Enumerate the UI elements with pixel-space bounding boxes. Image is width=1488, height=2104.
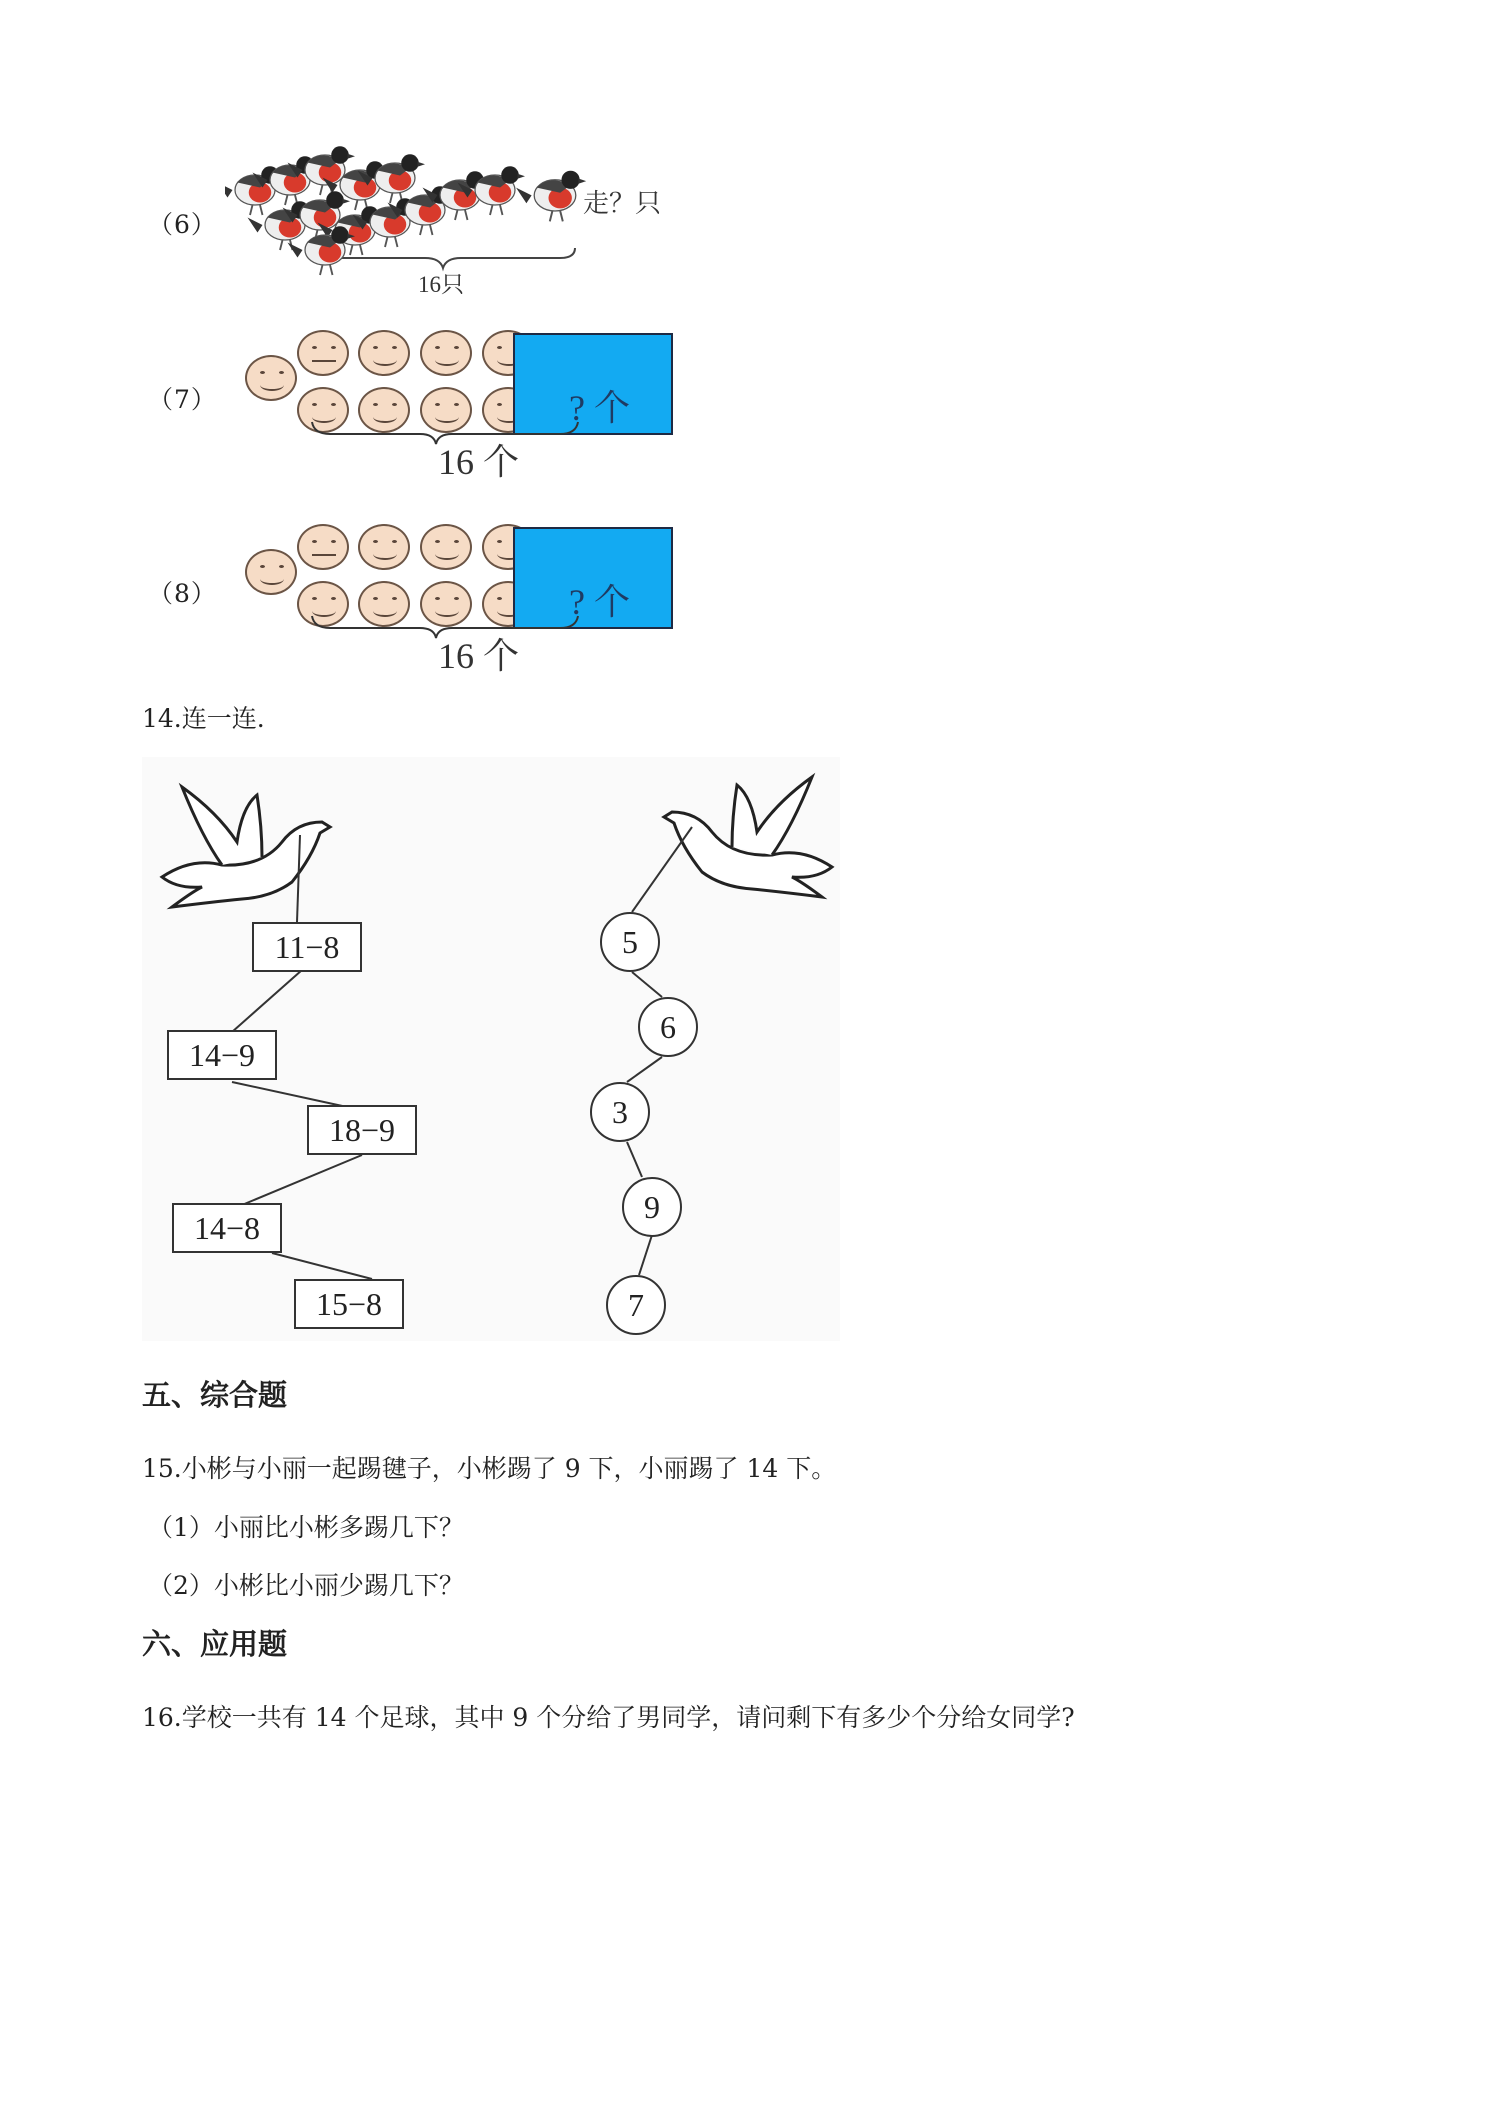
expression-box[interactable]: 14−9 xyxy=(167,1030,277,1080)
answer-circle[interactable]: 6 xyxy=(638,997,698,1057)
answer-circle[interactable]: 7 xyxy=(606,1275,666,1335)
matching-figure xyxy=(142,757,840,1341)
expression-box[interactable]: 11−8 xyxy=(252,922,362,972)
q15-text: 15.小彬与小丽一起踢毽子，小彬踢了 9 下，小丽踢了 14 下。 xyxy=(142,1454,837,1483)
smiley-face-icon xyxy=(358,524,410,570)
smiley-face-icon xyxy=(420,524,472,570)
answer-circle[interactable]: 9 xyxy=(622,1177,682,1237)
smiley-face-icon xyxy=(245,355,297,401)
answer-circle[interactable]: 5 xyxy=(600,912,660,972)
q16-text: 16.学校一共有 14 个足球，其中 9 个分给了男同学，请问剩下有多少个分给女同学? xyxy=(142,1703,1075,1732)
section-6-heading: 六、应用题 xyxy=(142,1627,288,1661)
q14-title: 14.连一连. xyxy=(142,704,265,733)
smiley-face-icon xyxy=(420,330,472,376)
dove-left-icon xyxy=(162,787,330,907)
bird-icon xyxy=(516,171,586,222)
q15-sub2: （2）小彬比小丽少踢几下？ xyxy=(148,1571,464,1600)
smiley-face-icon xyxy=(297,524,349,570)
smiley-face-icon xyxy=(358,330,410,376)
birds-total-label: 16只 xyxy=(418,272,464,297)
expression-box[interactable]: 18−9 xyxy=(307,1105,417,1155)
smiley-face-icon xyxy=(297,330,349,376)
part-7-label: （7） xyxy=(148,385,217,414)
q15-sub1: （1）小丽比小彬多踢几下？ xyxy=(148,1513,464,1542)
question-label-8: ? 个 xyxy=(569,582,630,622)
question-label-7: ? 个 xyxy=(569,388,630,428)
section-5-heading: 五、综合题 xyxy=(142,1378,288,1412)
expression-box[interactable]: 14−8 xyxy=(172,1203,282,1253)
total-label-8: 16 个 xyxy=(438,636,520,676)
smiley-face-icon xyxy=(245,549,297,595)
part-8-label: （8） xyxy=(148,579,217,608)
birds-flying-label: 走？只 xyxy=(583,189,662,218)
expression-box[interactable]: 15−8 xyxy=(294,1279,404,1329)
part-6-label: （6） xyxy=(148,210,217,239)
dove-right-icon xyxy=(664,777,832,897)
answer-circle[interactable]: 3 xyxy=(590,1082,650,1142)
total-label-7: 16 个 xyxy=(438,442,520,482)
